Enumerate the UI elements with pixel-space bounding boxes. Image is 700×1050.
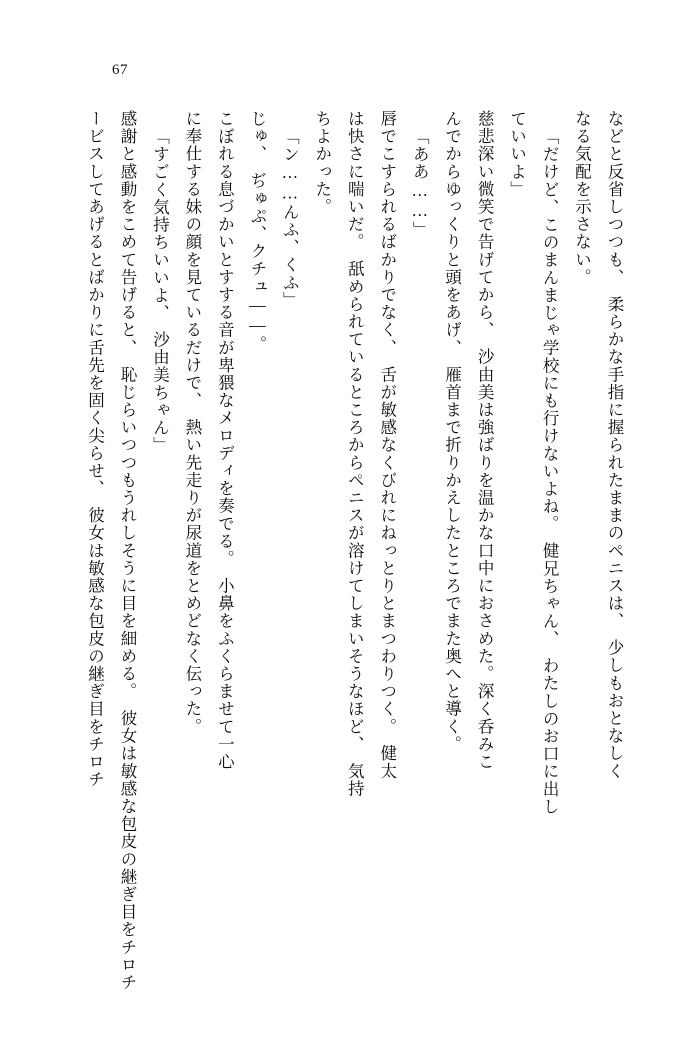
text-line: などと反省しつつも、 柔らかな手指に握られたままのペニスは、 少しもおとなしく — [605, 110, 624, 780]
text-line: なる気配を示さない。 — [572, 110, 592, 286]
text-line: こぼれる息づかいとすする音が卑猥なメロディを奏でる。 小鼻をふくらませて一心 — [215, 110, 235, 771]
text-line: ービスしてあげるとばかりに舌先を固く尖らせ、 彼女は敏感な包皮の継ぎ目をチロチ — [85, 110, 105, 789]
text-line: 「だけど、このまんまじゃ学校にも行けないよね。 健兄ちゃん、 わたしのお口に出し — [540, 128, 560, 816]
text-line: んでからゆっくりと頭をあげ、 雁首まで折りかえしたところでまた奥へと導く。 — [442, 110, 462, 753]
page-number: 67 — [112, 62, 128, 78]
text-line: 唇でこすられるばかりでなく、 舌が敏感なくびれにねっとりとまつわりつく。 健太 — [377, 110, 397, 780]
text-line: 慈悲深い微笑で告げてから、 沙由美は強ばりを温かな口中におさめた。深く呑みこ — [475, 110, 495, 771]
text-line: 「ン……んふ、くふ」 — [280, 128, 300, 309]
text-line: じゅ、 ぢゅぷ、クチュ――。 — [247, 110, 267, 354]
body-text — [78, 110, 630, 992]
text-line: 「すごく気持ちいいよ、 沙由美ちゃん」 — [150, 128, 170, 455]
text-line: ちよかった。 — [312, 110, 332, 216]
text-line: 「ああ……」 — [410, 128, 430, 239]
text-line: に奉仕する妹の顔を見ているだけで、 熱い先走りが尿道をとめどなく伝った。 — [182, 110, 202, 736]
text-line: ていいよ」 — [507, 110, 527, 198]
text-line: 感謝と感動をこめて告げると、 恥じらいつつもうれしそうに目を細める。 彼女は敏感な包皮の継ぎ目をチロチ — [117, 110, 137, 992]
text-line: は快さに喘いだ。 舐められているところからペニスが溶けてしまいそうなほど、 気持 — [345, 110, 365, 798]
